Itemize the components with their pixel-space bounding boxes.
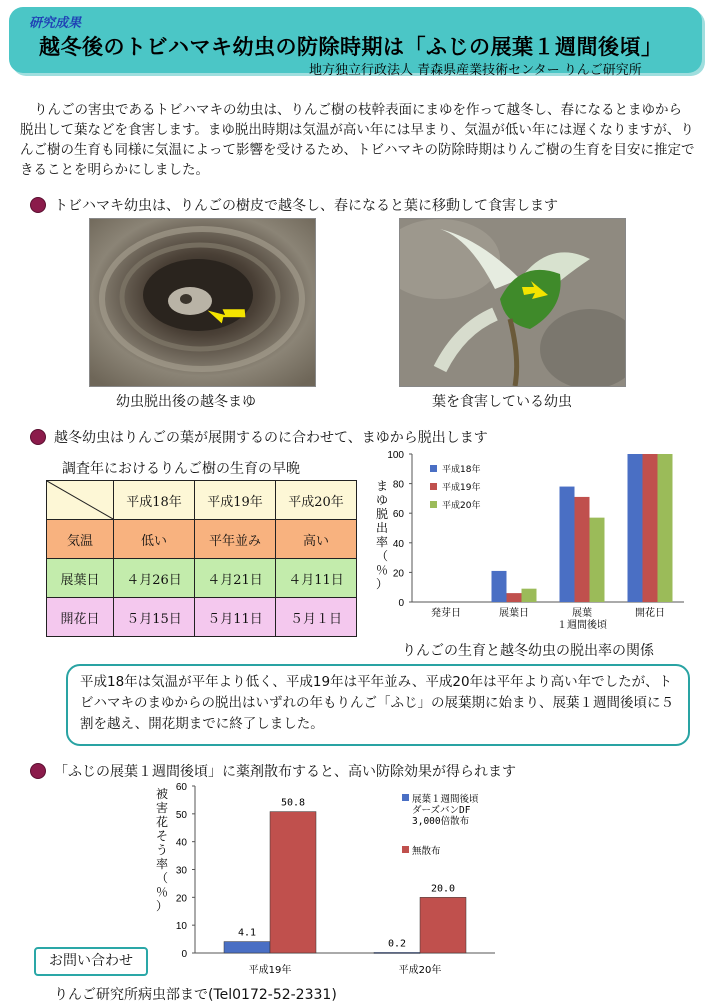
data-label: 0.2: [387, 938, 407, 950]
table-col-header: 平成20年: [276, 481, 357, 520]
page-title: 越冬後のトビハマキ幼虫の防除時期は「ふじの展葉１週間後頃」: [39, 35, 663, 59]
contact-button[interactable]: お問い合わせ: [34, 947, 148, 976]
table-cell: ５月１日: [276, 598, 357, 637]
summary-text: 平成18年は気温が平年より低く、平成19年は平年並み、平成20年は平年より高い年でしたが、トビハマキのまゆからの脱出はいずれの年もりんご「ふじ」の展葉期に始まり、展葉１週間後頃に５割を越え、開花期までに終了しました。: [80, 674, 674, 732]
y-tick-label: 20: [175, 893, 187, 905]
contact-info: りんご研究所病虫部まで(Tel0172-52-2331): [54, 987, 337, 1003]
section2-heading: 越冬幼虫はりんごの葉が展開するのに合わせて、まゆから脱出します: [54, 430, 488, 446]
legend-label: 無散布: [412, 846, 441, 857]
legend-label: 展葉１週間後頃: [412, 794, 479, 805]
emergence-rate-chart: [362, 446, 702, 638]
bar-1-1: [420, 897, 466, 953]
table-row: [47, 559, 357, 598]
bar-0-0: [224, 942, 270, 953]
y-tick-label: 60: [175, 782, 187, 793]
photo2-caption: 葉を食害している幼虫: [432, 394, 572, 410]
bar-1-1: [507, 593, 522, 602]
organization-name: 地方独立行政法人 青森県産業技術センター りんご研究所: [309, 63, 642, 78]
x-tick-label: 平成19年: [248, 965, 292, 976]
bullet-icon: [30, 763, 46, 779]
table-cell: ５月11日: [195, 598, 276, 637]
data-label: 4.1: [237, 927, 257, 939]
legend-label: 3,000倍散布: [412, 816, 470, 827]
table-col-header: 平成18年: [114, 481, 195, 520]
legend-swatch: [430, 465, 437, 472]
legend-label: 平成18年: [442, 465, 481, 475]
legend-swatch: [402, 846, 409, 853]
bar-0-1: [374, 952, 420, 953]
bullet-icon: [30, 197, 46, 213]
table-cell: ４月11日: [276, 559, 357, 598]
x-tick-label: 展葉日: [499, 608, 529, 619]
y-tick-label: 20: [392, 568, 404, 580]
bar-1-3: [643, 454, 658, 602]
y-tick-label: 40: [392, 538, 404, 550]
y-tick-label: 100: [387, 450, 404, 461]
legend-swatch: [430, 483, 437, 490]
bar-0-3: [628, 454, 643, 602]
section1-heading: トビハマキ幼虫は、りんごの樹皮で越冬し、春になると葉に移動して食害します: [54, 198, 558, 214]
y-axis-label: 被害花そう率（％）: [156, 787, 169, 913]
table-col-header: 平成19年: [195, 481, 276, 520]
y-tick-label: 50: [175, 809, 187, 821]
y-tick-label: 0: [398, 598, 404, 609]
table-cell: ４月21日: [195, 559, 276, 598]
bar-1-0: [270, 812, 316, 953]
y-tick-label: 10: [175, 921, 187, 933]
header-banner: [9, 7, 702, 78]
y-tick-label: 80: [392, 479, 404, 491]
y-tick-label: 60: [392, 509, 404, 521]
bar-2-2: [590, 518, 605, 602]
x-tick-label: 展葉: [572, 608, 592, 619]
table-corner-cell: [47, 481, 114, 520]
x-tick-label: １週間後頃: [557, 620, 607, 631]
y-axis-label: まゆ脱出率（％）: [376, 479, 389, 591]
table-cell: ４月26日: [114, 559, 195, 598]
bar-2-1: [522, 589, 537, 602]
bar-0-2: [560, 487, 575, 602]
data-label: 20.0: [430, 883, 456, 895]
intro-paragraph: りんごの害虫であるトビハマキの幼虫は、りんご樹の枝幹表面にまゆを作って越冬し、春になるとまゆから脱出して葉などを食害します。まゆ脱出時期は気温が高い年には早まり、気温が低い年には遅くなりますが、りんご樹の生育も同様に気温によって影響を受けるため、トビハマキの防除時期はりんご樹の生育を目安に推定できることを明らかにしました。: [20, 102, 695, 178]
x-tick-label: 平成20年: [398, 965, 442, 976]
chart1-caption: りんごの生育と越冬幼虫の脱出率の関係: [402, 643, 654, 659]
table-row-label: 開花日: [47, 598, 114, 637]
table-cell: 平年並み: [195, 520, 276, 559]
table-row-label: 気温: [47, 520, 114, 559]
x-tick-label: 発芽日: [431, 608, 461, 619]
data-label: 50.8: [280, 797, 306, 809]
research-tag: 研究成果: [29, 16, 82, 31]
section3-heading: 「ふじの展葉１週間後頃」に薬剤散布すると、高い防除効果が得られます: [54, 764, 516, 780]
table-title: 調査年におけるりんご樹の生育の早晩: [62, 461, 300, 477]
table-row: [47, 598, 357, 637]
table-cell: 低い: [114, 520, 195, 559]
table-row: [47, 520, 357, 559]
table-cell: ５月15日: [114, 598, 195, 637]
bar-0-1: [492, 571, 507, 602]
x-tick-label: 開花日: [635, 608, 665, 619]
legend-label: ダーズバンDF: [412, 805, 471, 816]
summary-box: [66, 664, 690, 746]
bar-1-2: [575, 497, 590, 602]
legend-swatch: [402, 794, 409, 801]
table-row-label: 展葉日: [47, 559, 114, 598]
y-tick-label: 0: [181, 949, 187, 960]
photo-cocoon: [89, 218, 316, 387]
bullet-icon: [30, 429, 46, 445]
photo1-caption: 幼虫脱出後の越冬まゆ: [116, 394, 256, 410]
table-header-row: [47, 481, 357, 520]
legend-label: 平成20年: [442, 501, 481, 511]
y-tick-label: 30: [175, 865, 187, 877]
damage-rate-chart: [140, 778, 520, 983]
legend-swatch: [430, 501, 437, 508]
bar-2-3: [658, 454, 673, 602]
y-tick-label: 40: [175, 837, 187, 849]
table-cell: 高い: [276, 520, 357, 559]
growth-table: [46, 480, 357, 637]
legend-label: 平成19年: [442, 483, 481, 493]
photo-larva: [399, 218, 626, 387]
